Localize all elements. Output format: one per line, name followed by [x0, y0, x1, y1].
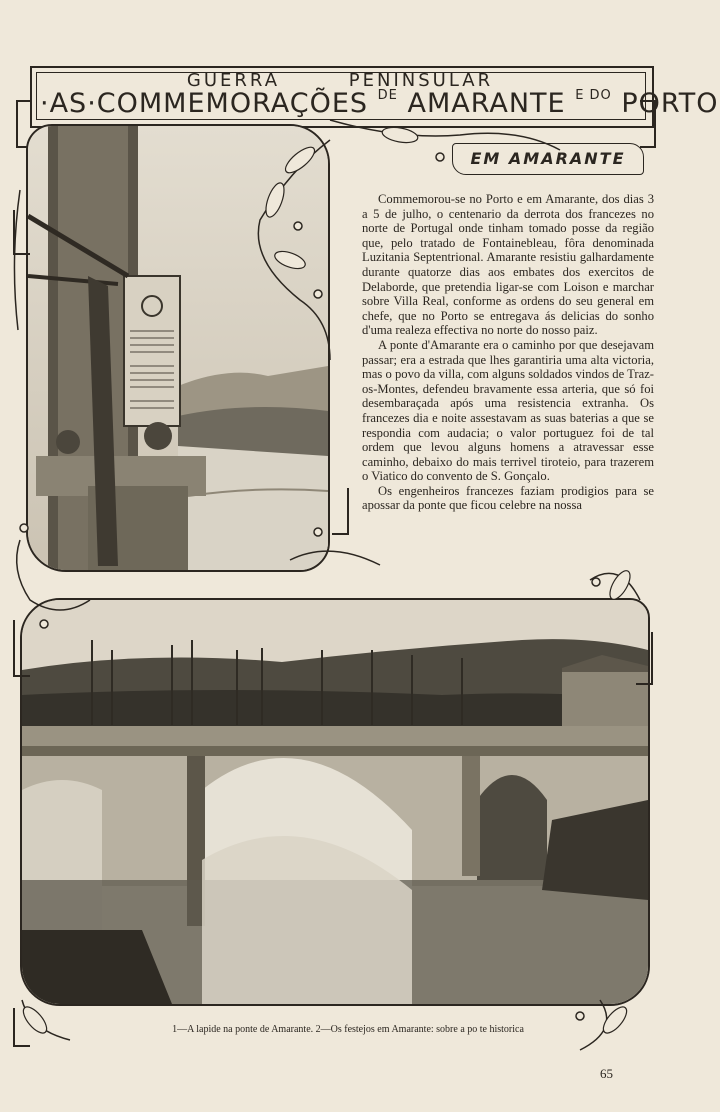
article-paragraph: Os engenheiros francezes faziam prodigios para se apossar da ponte que ficou celebre na nossa	[362, 483, 654, 513]
article-body	[362, 192, 654, 513]
kicker-word-peninsular: PENINSULAR	[348, 70, 494, 91]
headline-amarante: AMARANTE	[407, 88, 566, 119]
section-tag: EM AMARANTE	[452, 143, 644, 175]
headline-e-do: E DO	[575, 88, 612, 103]
kicker-word-guerra: GUERRA	[186, 70, 281, 91]
photo-caption: 1—A lapide na ponte de Amarante. 2—Os festejos em Amarante: sobre a po te historica	[172, 1024, 524, 1035]
page-number: 65	[600, 1066, 613, 1081]
article-paragraph: Commemorou-se no Porto e em Amarante, dos dias 3 a 5 de julho, o centenario da derrota dos francezes no norte de Portugal onde tinham tomado posse da região que, pelo tratado de Fontainebleau, fôra denominada Luzitania Septentrional. Amarante resistiu galhardamente durante quatorze dias aos embates dos exercitos de Delaborde, que pretendia ligar-se com Loison e marchar sobre Villa Real, conforme as ordens do seu general em chefe, que no Porto se entregava ás delicias do sonho d'uma realeza effectiva no norte do nosso paiz.	[362, 192, 654, 338]
headline-porto: PORTO	[621, 88, 719, 119]
headline-de: DE	[377, 88, 398, 103]
headline-commemoracoes: ·AS·COMMEMORAÇÕES	[40, 88, 369, 119]
article-paragraph: A ponte d'Amarante era o caminho por que desejavam passar; era a estrada que lhes garantiria uma alta victoria, mas o povo da villa, com alguns soldados vindos de Traz-os-Montes, defendeu bravamente essa arteria, que só foi desembaraçada após uma resistencia extranha. Os francezes dia e noite assestavam as suas baterias a que se respondia com audacia; o valor portuguez foi de tal ordem que levou alguns homens a atravessar esse caminho, debaixo do mais terrivel tiroteio, para trazerem o Viatico do convento de S. Gonçalo.	[362, 337, 654, 484]
